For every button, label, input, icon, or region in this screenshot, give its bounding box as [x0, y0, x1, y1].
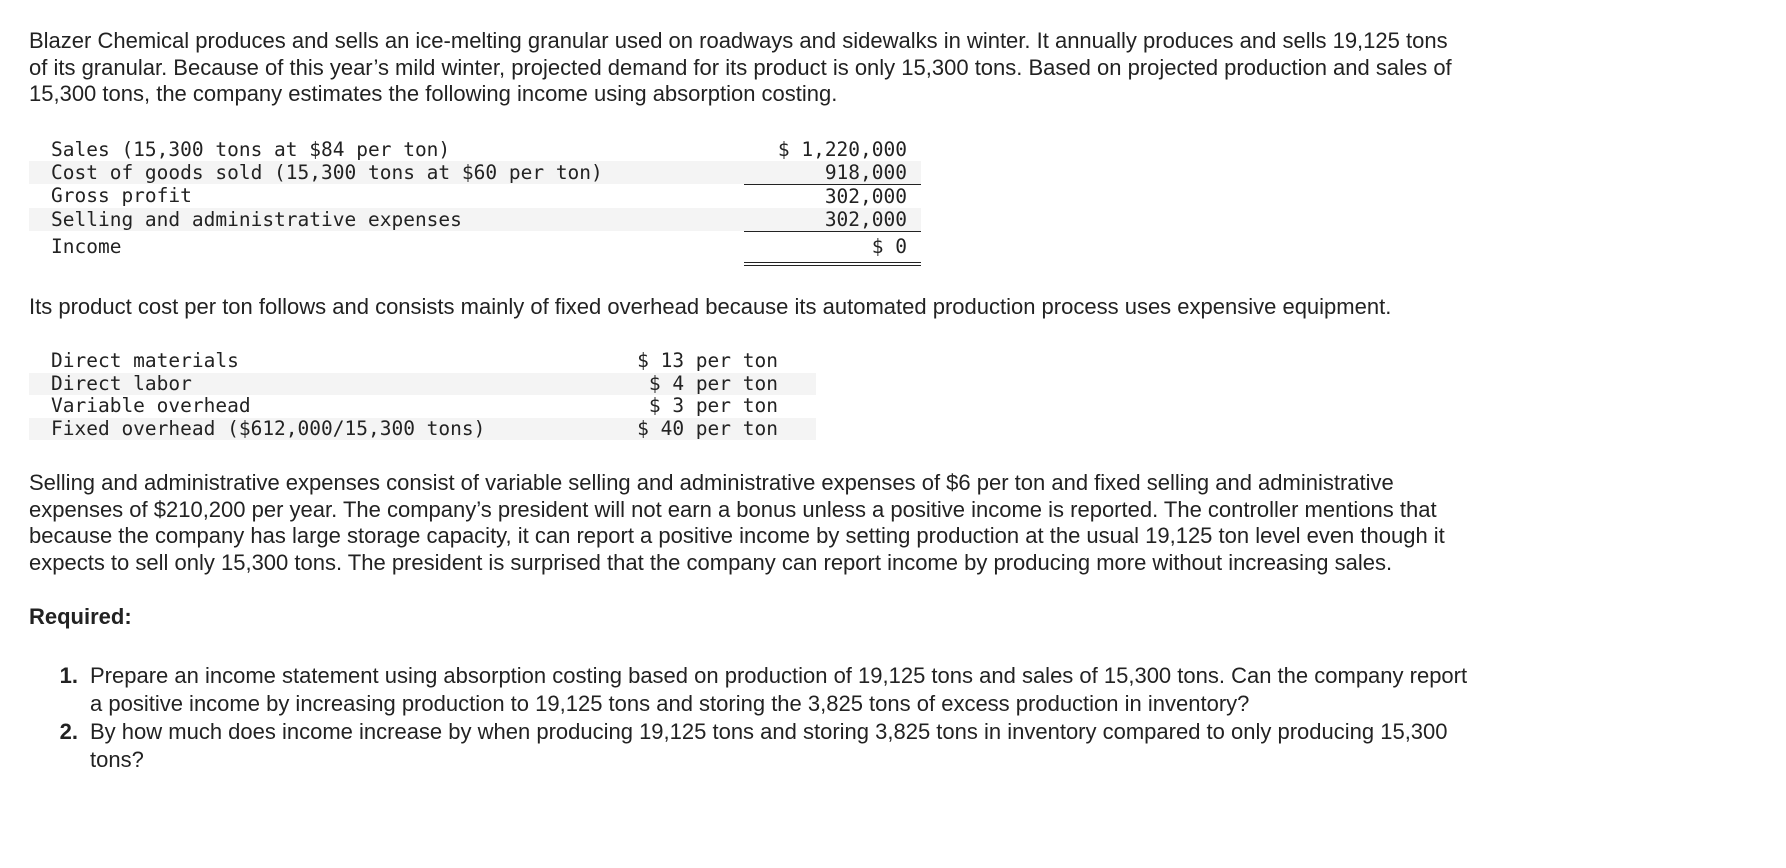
row-label: Variable overhead — [51, 394, 251, 417]
table-row — [29, 418, 816, 441]
row-amount: 918,000 — [744, 161, 921, 185]
row-amount: $ 0 — [744, 231, 921, 264]
row-amount: $ 13 per ton — [637, 349, 778, 372]
table-row — [29, 231, 921, 264]
selling-paragraph: Selling and administrative expenses consist of variable selling and administrative expenses of $6 per ton and fixed selling and administrative expenses of $210,200 per year. The company’s president will not earn a bonus unless a positive income is reported. The controller mentions that because the company has large storage capacity, it can report a positive income by setting production at the usual 19,125 ton level even though it expects to sell only 15,300 tons. The president is surprised that the company can report income by producing more without increasing sales. — [29, 470, 1445, 575]
question-text: Prepare an income statement using absorption costing based on production of 19,125 tons and sales of 15,300 tons. Can the company report a positive income by increasing production to 19,125 tons and storing the 3,825 tons of excess production in inventory? — [90, 663, 1468, 716]
problem-content — [29, 28, 1469, 774]
cost-intro-paragraph: Its product cost per ton follows and consists mainly of fixed overhead because its automated production process uses expensive equipment. — [29, 293, 1392, 319]
row-label: Direct labor — [29, 373, 629, 396]
table-row — [29, 184, 921, 208]
table-row — [29, 373, 816, 396]
table-row — [29, 161, 921, 185]
row-label: Cost of goods sold (15,300 tons at $60 per ton) — [29, 161, 744, 185]
table-row — [29, 395, 816, 418]
row-amount: $ 40 per ton — [629, 418, 816, 441]
list-item — [29, 662, 1469, 718]
row-label: Income — [51, 235, 122, 259]
table-row — [29, 208, 921, 232]
row-amount: 302,000 — [744, 208, 921, 232]
required-heading: Required: — [29, 604, 132, 629]
question-number: 2. — [59, 719, 78, 744]
row-amount: $ 3 per ton — [648, 394, 778, 417]
row-label: Gross profit — [51, 184, 192, 208]
product-cost-table — [29, 350, 816, 440]
question-number: 1. — [59, 663, 78, 688]
row-amount: 302,000 — [824, 184, 907, 208]
row-amount: $ 1,220,000 — [777, 137, 907, 161]
row-amount: $ 4 per ton — [629, 373, 816, 396]
table-row — [29, 350, 816, 373]
table-row — [29, 138, 921, 161]
row-label: Sales (15,300 tons at $84 per ton) — [51, 137, 451, 161]
row-label: Direct materials — [51, 349, 239, 372]
row-label: Selling and administrative expenses — [29, 208, 744, 232]
intro-paragraph: Blazer Chemical produces and sells an ice-melting granular used on roadways and sidewalks in winter. It annually produces and sells 19,125 tons of its granular. Because of this year’s mild winter, projected demand for its product is only 15,300 tons. Based on projected production and sales of 15,300 tons, the company estimates the following income using absorption costing. — [29, 28, 1452, 106]
income-statement-table — [29, 138, 921, 266]
question-text: By how much does income increase by when producing 19,125 tons and storing 3,825 tons in inventory compared to only producing 15,300 tons? — [90, 719, 1448, 772]
question-list — [29, 662, 1469, 774]
list-item — [29, 718, 1469, 774]
row-label: Fixed overhead ($612,000/15,300 tons) — [29, 418, 629, 441]
